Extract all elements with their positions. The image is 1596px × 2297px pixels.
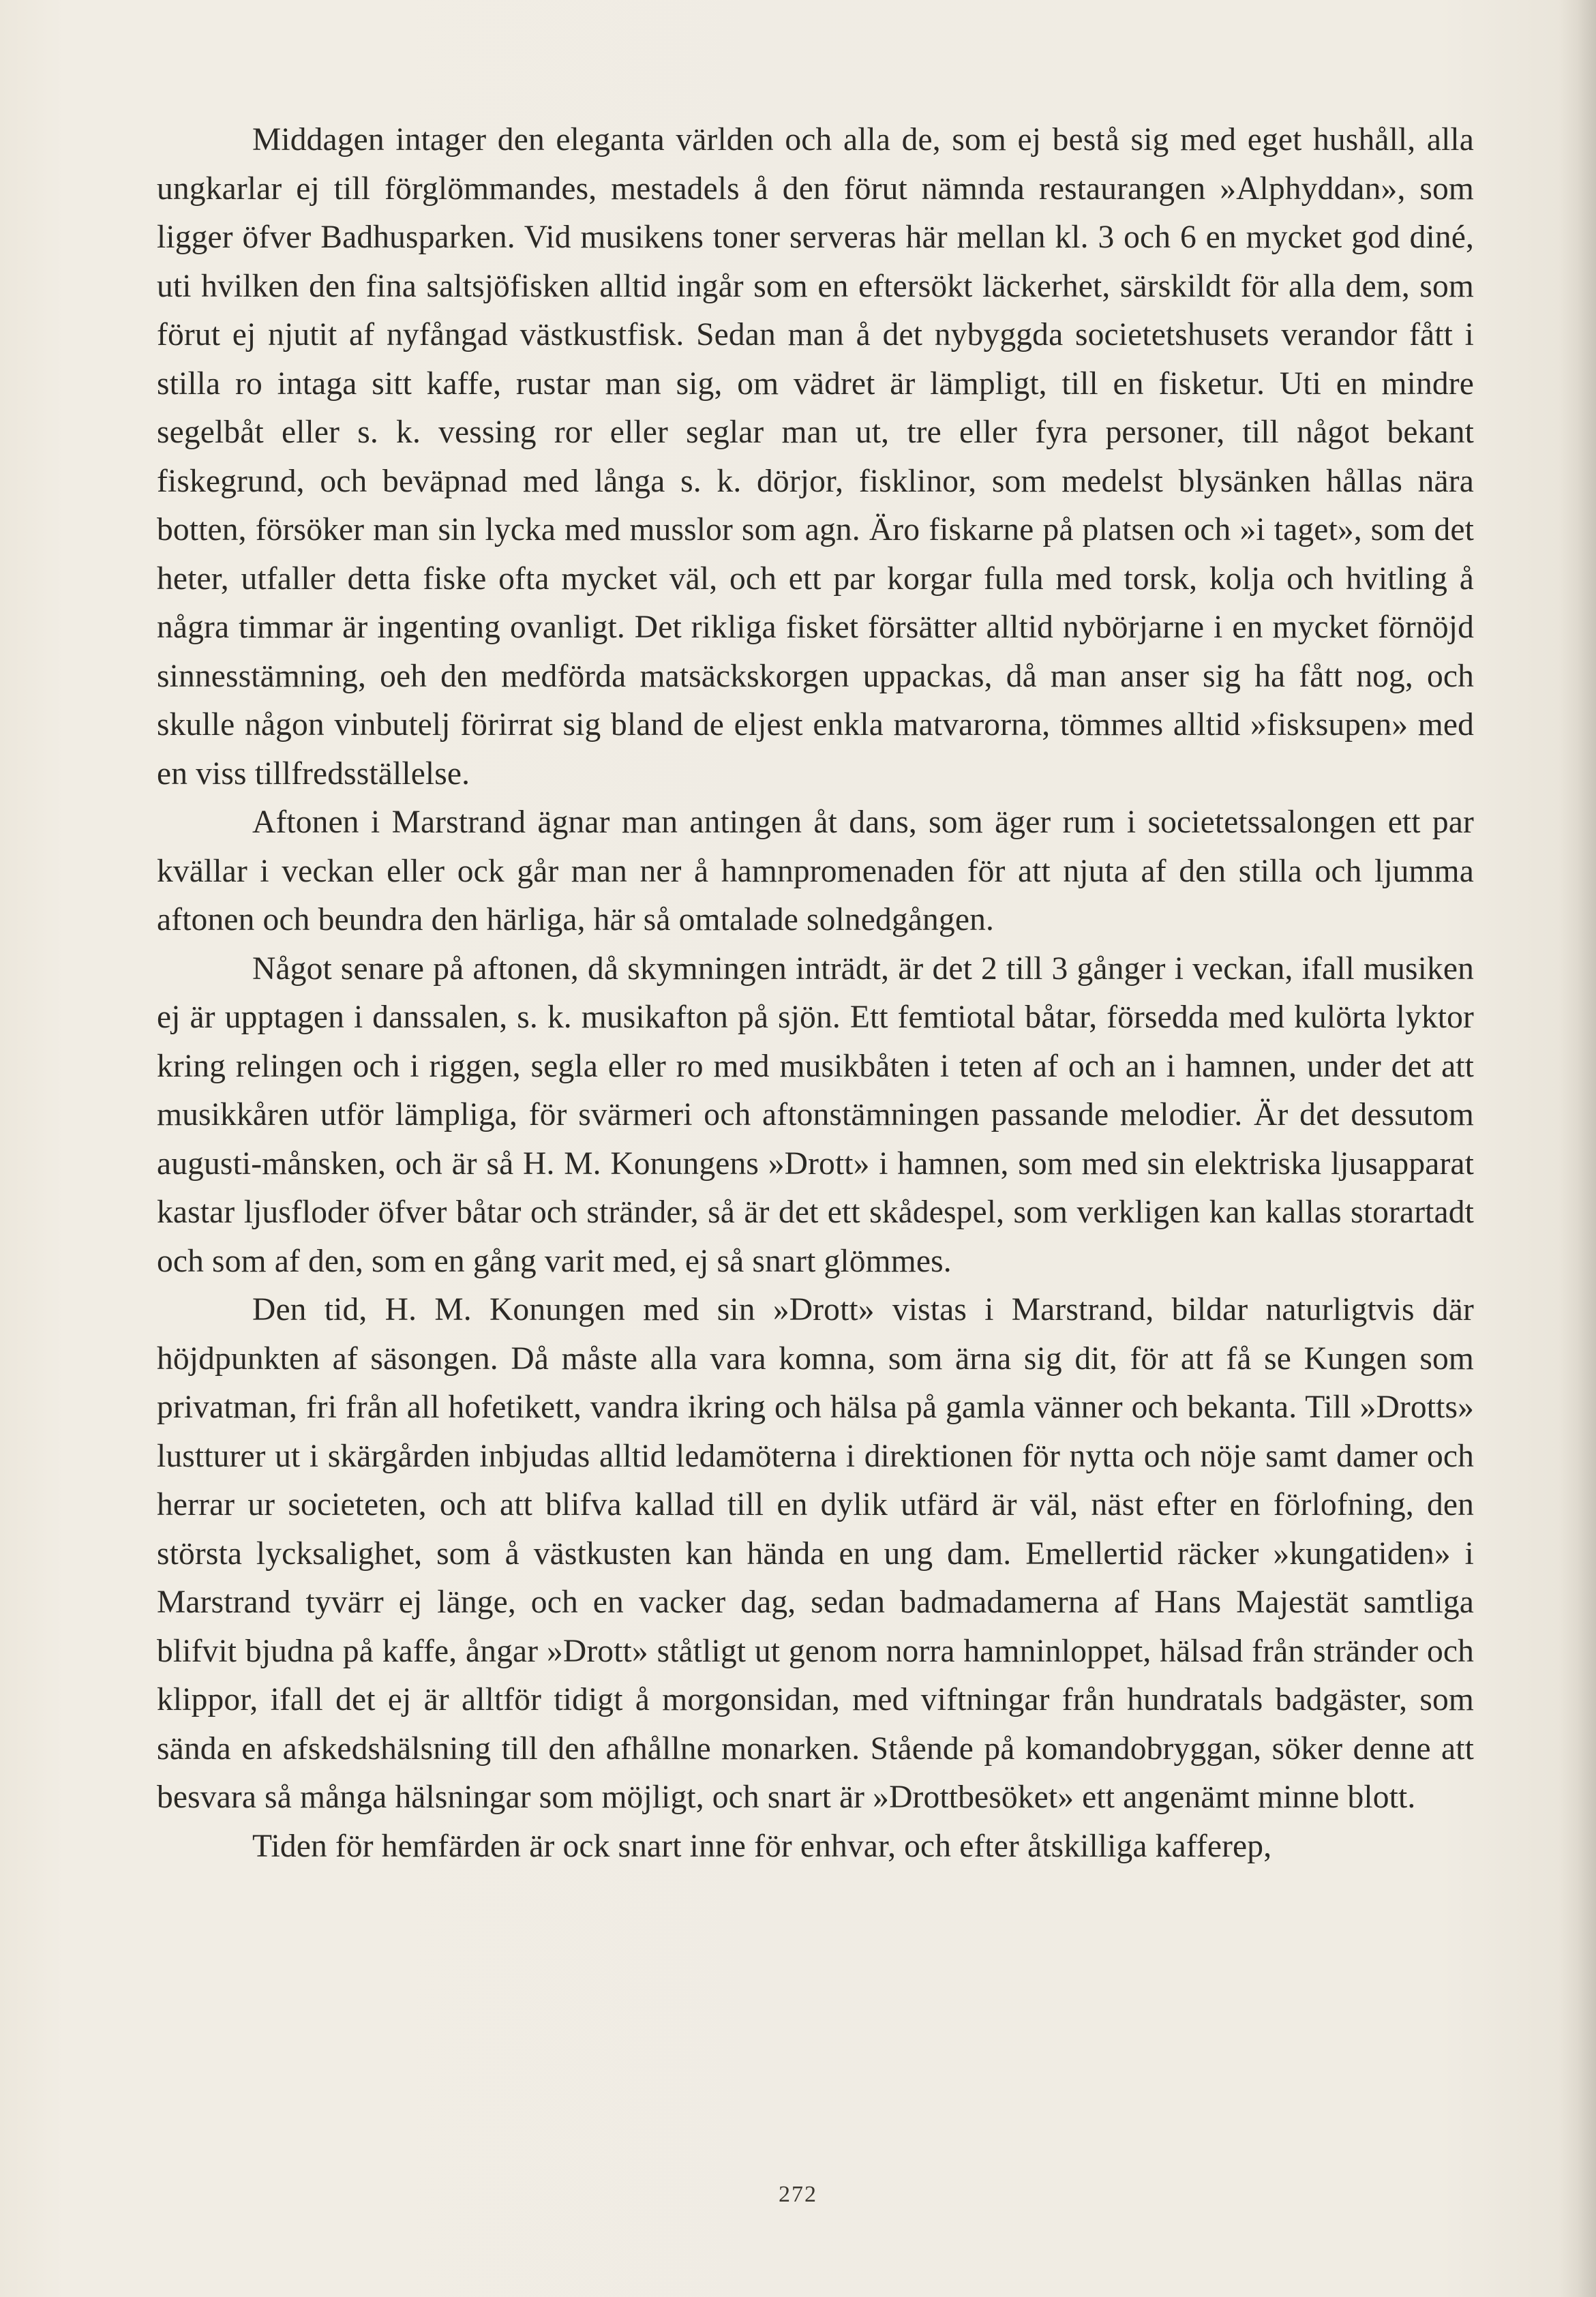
paragraph-homecoming: Tiden för hemfärden är ock snart inne för enhvar, och efter åtskilliga kafferep, [252, 1828, 1272, 1864]
page-edge-shadow [1559, 0, 1596, 2297]
paragraph-music-evening: Något senare på aftonen, då skymningen inträdt, är det 2 till 3 gånger i veckan, ifall musiken ej är upptagen i danssalen, s. k. musikafton på sjön. Ett femtiotal båtar, försedda med kulörta lyktor kring relingen och i riggen, segla eller ro med musikbåten i teten af och an i hamnen, under det att musikkåren utför lämpliga, för svärmeri och aftonstämningen passande melodier. Är det dessutom augusti-månsken, och är så H. M. Konungens »Drott» i hamnen, som med sin elektriska ljusapparat kastar ljusfloder öfver båtar och stränder, så är det ett skådespel, som verkligen kan kallas storartadt och som af den, som en gång varit med, ej så snart glömmes. [157, 950, 1474, 1279]
paragraph-evening: Aftonen i Marstrand ägnar man antingen åt dans, som äger rum i societetssalongen ett par kvällar i veckan eller ock går man ner å hamnpromenaden för att njuta af den stilla och ljumma aftonen och beundra den härliga, här så omtalade solnedgången. [157, 805, 1474, 937]
paragraph-dinner: Middagen intager den eleganta världen och alla de, som ej bestå sig med eget hushåll, alla ungkarlar ej till förglömmandes, mestadels å den förut nämnda restaurangen »Alphyddan», som ligger öfver Badhusparken. Vid musikens toner serveras här mellan kl. 3 och 6 en mycket god diné, uti hvilken den fina saltsjöfisken alltid ingår som en eftersökt läckerhet, särskildt för alla dem, som förut ej njutit af nyfångad västkustfisk. Sedan man å det nybyggda societetshusets verandor fått i stilla ro intaga sitt kaffe, rustar man sig, om vädret är lämpligt, till en fisketur. Uti en mindre segelbåt eller s. k. vessing ror eller seglar man ut, tre eller fyra personer, till något bekant fiskegrund, och beväpnad med långa s. k. dörjor, fisklinor, som medelst blysänken hållas nära botten, försöker man sin lycka med musslor som agn. Äro fiskarne på platsen och »i taget», som det heter, utfaller detta fiske ofta mycket väl, och ett par korgar fulla med torsk, kolja och hvitling å några timmar är ingenting ovanligt. Det rikliga fisket försätter alltid nybörjarne i en mycket förnöjd sinnesstämning, oeh den medförda matsäckskorgen uppackas, då man anser sig ha fått nog, och skulle någon vinbutelj förirrat sig bland de eljest enkla matvarorna, tömmes alltid »fisksupen» med en viss tillfredsställelse. [157, 122, 1474, 792]
page-number: 272 [779, 2182, 817, 2207]
body-text [157, 116, 1474, 1871]
paragraph-king-visit: Den tid, H. M. Konungen med sin »Drott» vistas i Marstrand, bildar naturligtvis där höjdpunkten af säsongen. Då måste alla vara komna, som ärna sig dit, för att få se Kungen som privatman, fri från all hofetikett, vandra ikring och hälsa på gamla vänner och bekanta. Till »Drotts» lustturer ut i skärgården inbjudas alltid ledamöterna i direktionen för nytta och nöje samt damer och herrar ur societeten, och att blifva kallad till en dylik utfärd är väl, näst efter en förlofning, den största lycksalighet, som å västkusten kan hända en ung dam. Emellertid räcker »kungatiden» i Marstrand tyvärr ej länge, och en vacker dag, sedan badmadamerna af Hans Majestät samtliga blifvit bjudna på kaffe, ångar »Drott» ståtligt ut genom norra hamninloppet, hälsad från stränder och klippor, ifall det ej är alltför tidigt å morgonsidan, med viftningar från hundratals badgäster, som sända en afskedshälsning till den afhållne monarken. Stående på komandobryggan, söker denne att besvara så många hälsningar som möjligt, och snart är »Drottbesöket» ett angenämt minne blott. [157, 1292, 1474, 1815]
